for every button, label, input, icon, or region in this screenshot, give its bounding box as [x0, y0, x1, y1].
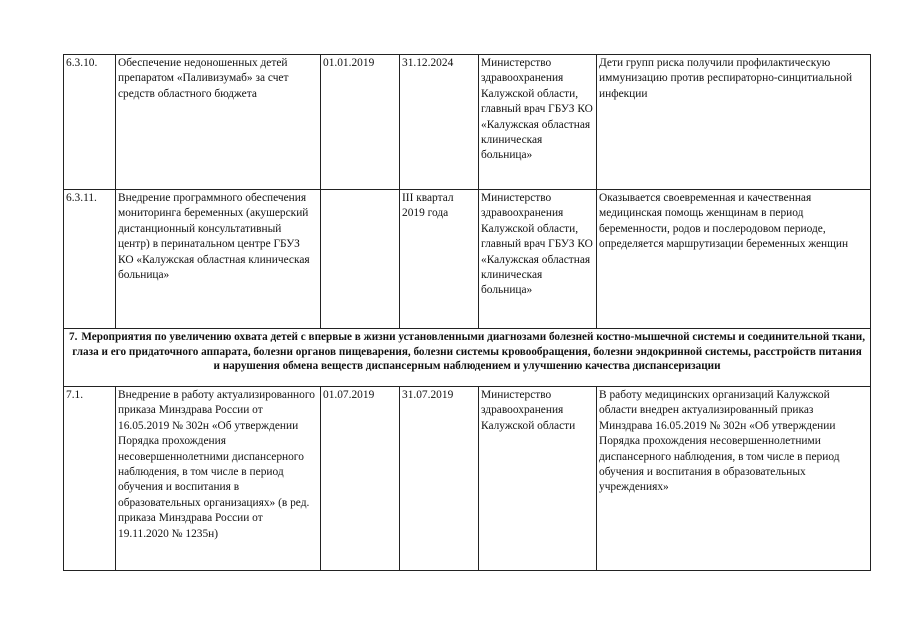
end-date: III квартал 2019 года [400, 190, 479, 329]
section-heading-row [64, 329, 871, 387]
expected-result: Дети групп риска получили профилактическую иммунизацию против респираторно-синцитиальной инфекции [597, 55, 871, 190]
document-page [63, 54, 871, 571]
expected-result: В работу медицинских организаций Калужской области внедрен актуализированный приказ Минздрава 16.05.2019 № 302н «Об утверждении Порядка прохождения несовершеннолетними диспансерного наблюдения, в том числе в период обучения и воспитания в образовательных учреждениях» [597, 387, 871, 571]
end-date: 31.12.2024 [400, 55, 479, 190]
activities-table [63, 54, 871, 571]
row-number: 6.3.11. [64, 190, 116, 329]
table-row [64, 190, 871, 329]
activity-name: Обеспечение недоношенных детей препаратом «Паливизумаб» за счет средств областного бюджета [116, 55, 321, 190]
activity-name: Внедрение программного обеспечения мониторинга беременных (акушерский дистанционный консультативный центр) в перинатальном центре ГБУЗ КО «Калужская областная клиническая больница» [116, 190, 321, 329]
row-number: 7.1. [64, 387, 116, 571]
activity-name: Внедрение в работу актуализированного приказа Минздрава России от 16.05.2019 № 302н «Об утверждении Порядка прохождения несовершеннолетними диспансерного наблюдения, в том числе в период обучения и воспитания в образовательных организациях» (в ред. приказа Минздрава России от 19.11.2020 № 1235н) [116, 387, 321, 571]
start-date: 01.01.2019 [321, 55, 400, 190]
end-date: 31.07.2019 [400, 387, 479, 571]
table-row [64, 55, 871, 190]
row-number: 6.3.10. [64, 55, 116, 190]
start-date: 01.07.2019 [321, 387, 400, 571]
section-number: 7. [68, 331, 78, 343]
responsible: Министерство здравоохранения Калужской области, главный врач ГБУЗ КО «Калужская областная клиническая больница» [479, 190, 597, 329]
start-date [321, 190, 400, 329]
section-heading [64, 329, 871, 387]
responsible: Министерство здравоохранения Калужской области [479, 387, 597, 571]
expected-result: Оказывается своевременная и качественная медицинская помощь женщинам в период беременности, родов и послеродовом периоде, определяется маршрутизации беременных женщин [597, 190, 871, 329]
section-title: Мероприятия по увеличению охвата детей с впервые в жизни установленными диагнозами болезней костно-мышечной системы и соединительной ткани, глаза и его придаточного аппарата, болезни органов пищеварения, болезни системы кровообращения, болезни эндокринной системы, расстройств питания и нарушения обмена веществ диспансерным наблюдением и улучшению качества диспансеризации [72, 331, 866, 373]
table-row [64, 387, 871, 571]
responsible: Министерство здравоохранения Калужской области, главный врач ГБУЗ КО «Калужская областная клиническая больница» [479, 55, 597, 190]
